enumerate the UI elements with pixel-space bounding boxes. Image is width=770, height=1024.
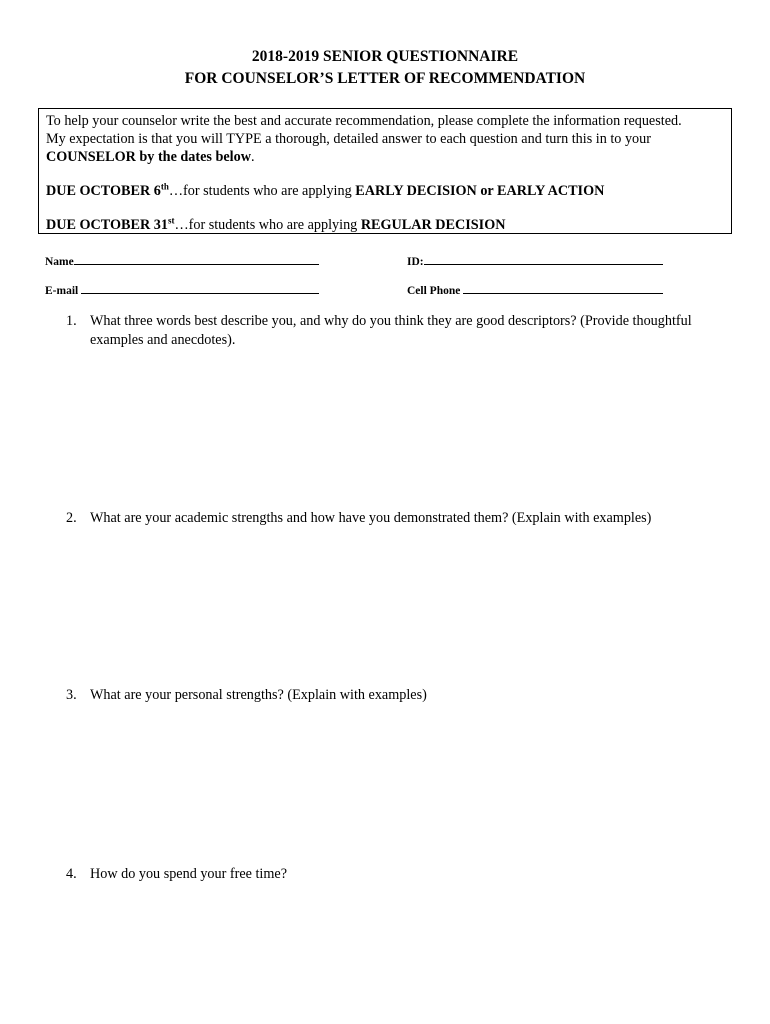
instructions-period: .: [250, 149, 255, 165]
email-field[interactable]: [45, 283, 319, 297]
name-blank[interactable]: [74, 254, 319, 265]
name-label: Name: [45, 256, 74, 268]
counselor-deadline-note: COUNSELOR by the dates below: [46, 149, 251, 165]
question-2: [66, 509, 716, 528]
instructions-box: [38, 108, 732, 234]
email-blank[interactable]: [81, 283, 319, 294]
email-label: E-mail: [45, 285, 82, 297]
question-1: [66, 312, 716, 350]
question-number: 3.: [66, 687, 77, 703]
cell-phone-blank[interactable]: [463, 283, 663, 294]
question-4: [66, 865, 716, 884]
question-text: What are your academic strengths and how have you demonstrated them? (Explain with examples): [90, 510, 652, 526]
question-3: [66, 686, 716, 705]
due-date-early: [46, 182, 724, 200]
question-text: What three words best describe you, and why do you think they are good descriptors? (Provide thoughtful examples and anecdotes).: [90, 313, 692, 348]
id-field[interactable]: [407, 254, 663, 268]
due-date-regular-label: DUE OCTOBER 31: [46, 217, 168, 233]
name-field[interactable]: [45, 254, 319, 268]
instructions-line-2: My expectation is that you will TYPE a thorough, detailed answer to each question and turn this in to your: [46, 131, 651, 147]
document-subtitle: FOR COUNSELOR’S LETTER OF RECOMMENDATION: [184, 70, 586, 87]
question-text: How do you spend your free time?: [90, 866, 287, 882]
question-text: What are your personal strengths? (Explain with examples): [90, 687, 427, 703]
question-number: 2.: [66, 510, 77, 526]
instructions-line-1: To help your counselor write the best and accurate recommendation, please complete the information requested.: [46, 113, 682, 129]
document-title: 2018-2019 SENIOR QUESTIONNAIRE: [251, 48, 519, 65]
instructions-line-3: [46, 148, 724, 166]
due-date-regular-text: …for students who are applying: [174, 217, 361, 233]
due-date-early-decision: EARLY DECISION or EARLY ACTION: [355, 183, 605, 199]
question-number: 1.: [66, 313, 77, 329]
question-number: 4.: [66, 866, 77, 882]
due-date-regular-decision: REGULAR DECISION: [360, 217, 506, 233]
due-date-regular-suffix: st: [167, 215, 175, 226]
cell-phone-label: Cell Phone: [407, 285, 464, 297]
due-date-regular: [46, 216, 724, 234]
due-date-early-label: DUE OCTOBER 6: [46, 183, 161, 199]
cell-phone-field[interactable]: [407, 283, 663, 297]
due-date-early-text: …for students who are applying: [168, 183, 356, 199]
due-date-early-suffix: th: [160, 181, 169, 192]
id-blank[interactable]: [424, 254, 663, 265]
id-label: ID:: [407, 256, 424, 268]
